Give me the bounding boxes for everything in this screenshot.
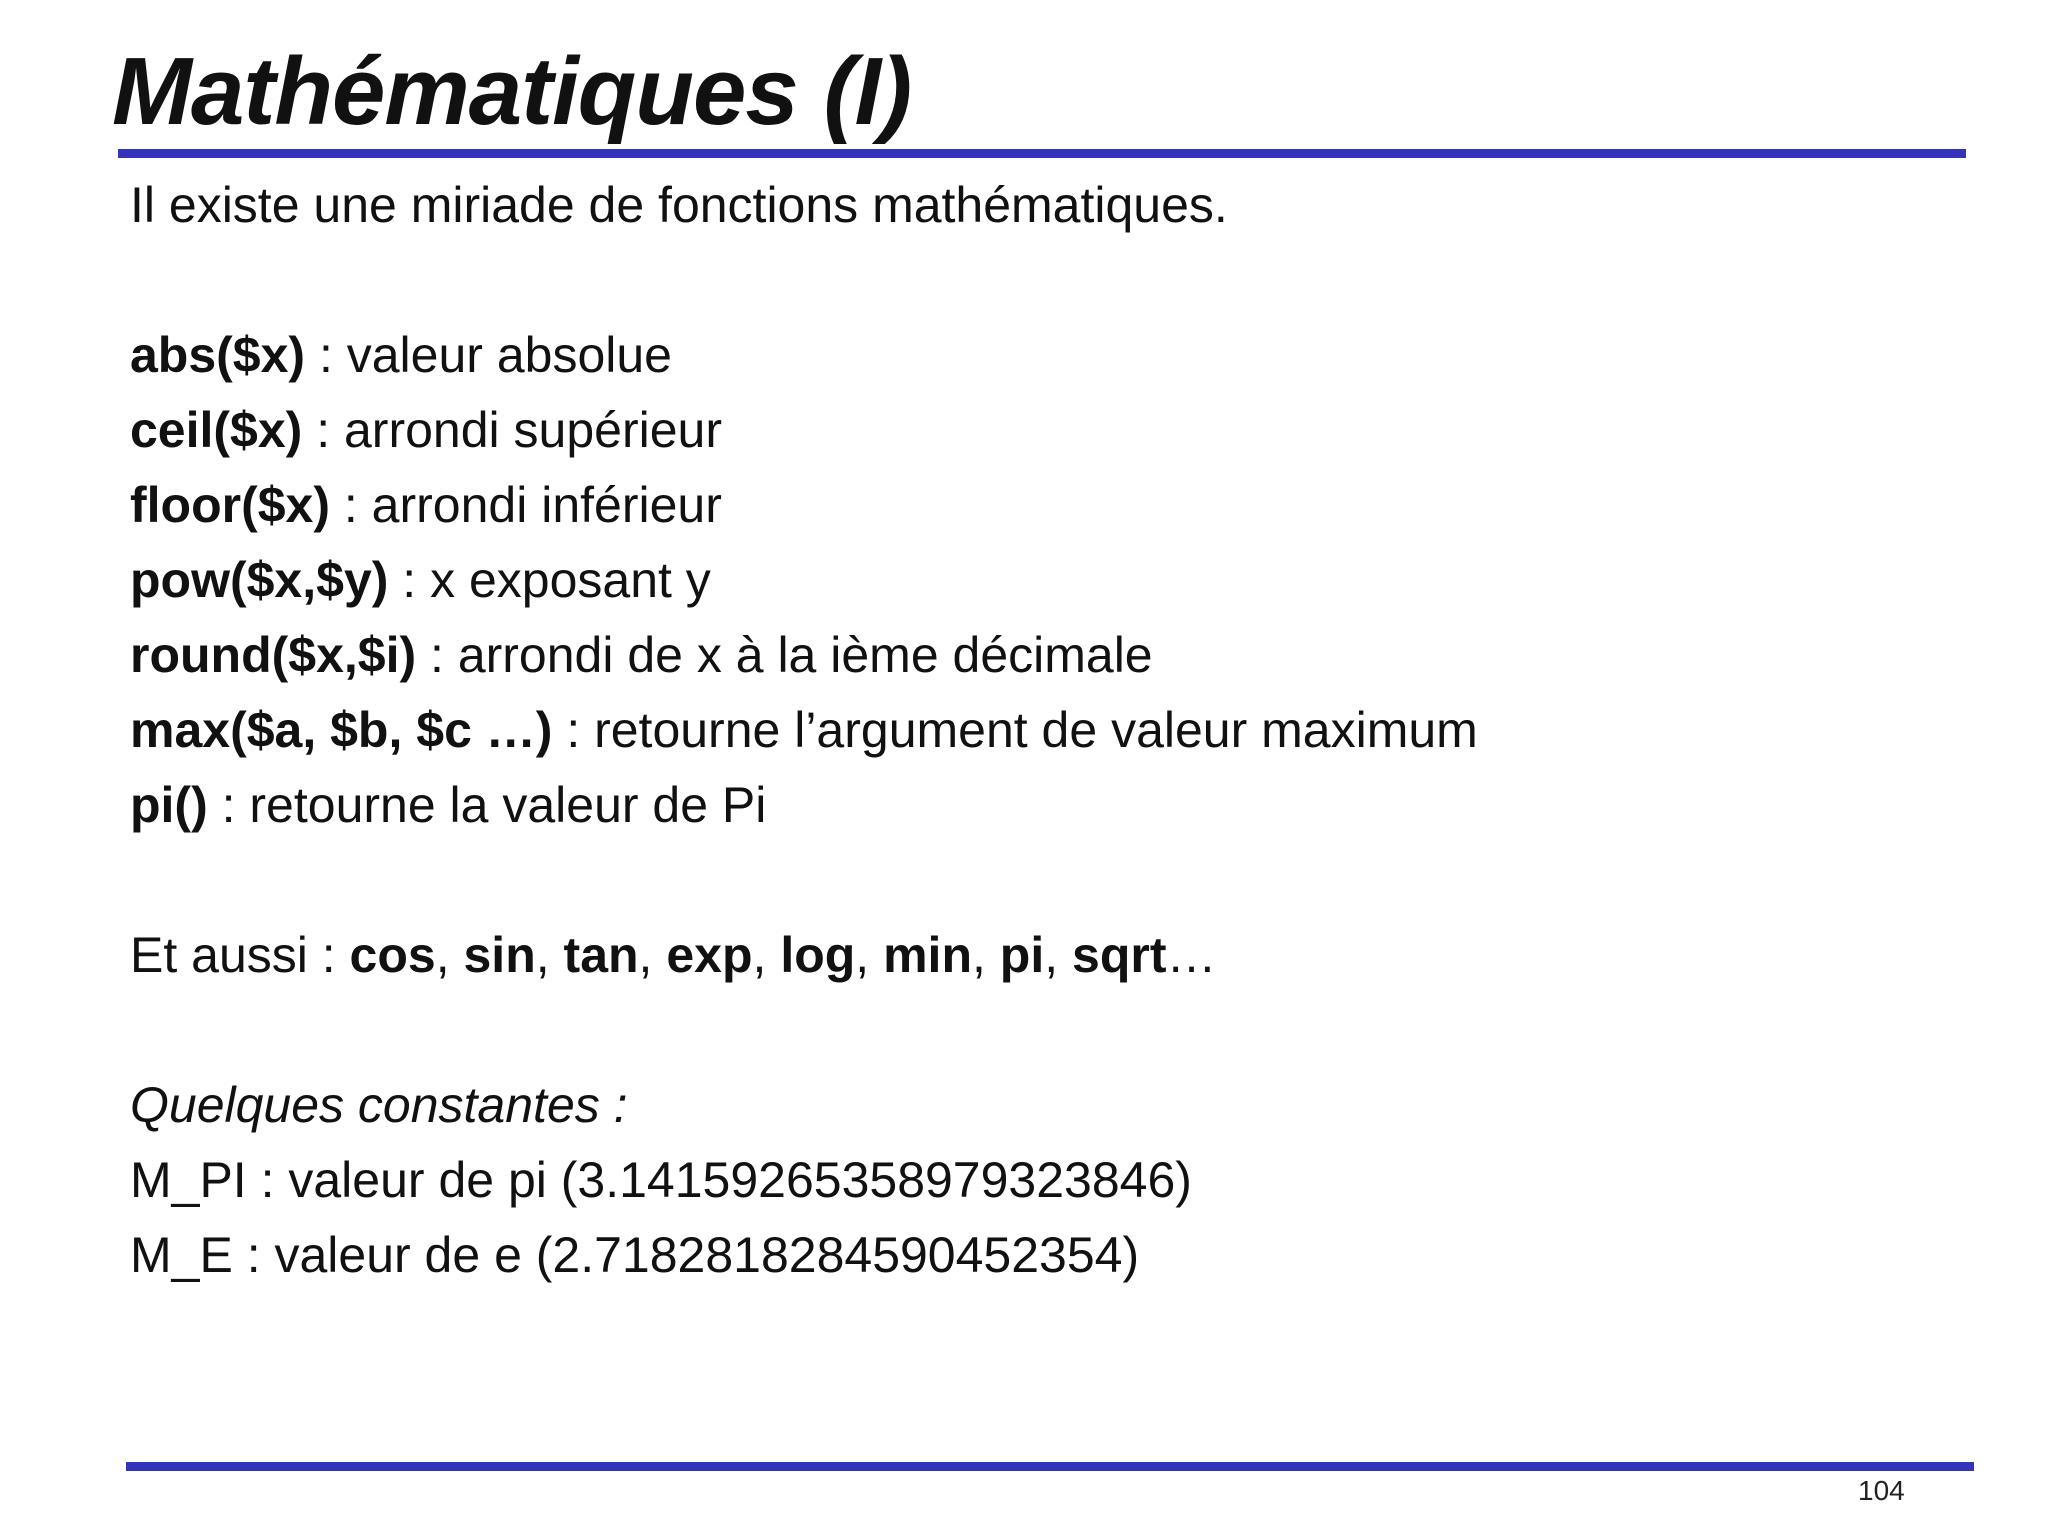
function-description: : retourne l’argument de valeur maximum <box>552 702 1478 758</box>
function-description: : arrondi de x à la ième décimale <box>416 627 1153 683</box>
spacer <box>130 243 1910 318</box>
also-item-min: min <box>883 927 972 983</box>
function-description: : arrondi supérieur <box>302 402 722 458</box>
function-name: pi() <box>130 777 208 833</box>
also-suffix: … <box>1166 927 1217 983</box>
function-description: : valeur absolue <box>305 327 672 383</box>
function-description: : x exposant y <box>388 552 711 608</box>
also-item-sin: sin <box>463 927 536 983</box>
constant-item: M_PI : valeur de pi (3.14159265358979323846) <box>130 1152 1192 1208</box>
function-name: abs($x) <box>130 327 306 383</box>
function-item <box>130 768 1910 843</box>
also-item-exp: exp <box>666 927 753 983</box>
function-item <box>130 543 1910 618</box>
function-name: pow($x,$y) <box>130 552 389 608</box>
also-item-tan: tan <box>563 927 639 983</box>
function-description: : arrondi inférieur <box>330 477 722 533</box>
also-item-pi: pi <box>999 927 1045 983</box>
footer-divider <box>126 1462 1974 1471</box>
also-separator: , <box>855 927 884 983</box>
function-name: ceil($x) <box>130 402 303 458</box>
function-item <box>130 393 1910 468</box>
function-name: floor($x) <box>130 477 330 533</box>
also-separator: , <box>535 927 564 983</box>
also-prefix: Et aussi : <box>130 927 350 983</box>
also-separator: , <box>638 927 667 983</box>
also-item-log: log <box>780 927 856 983</box>
also-separator: , <box>435 927 464 983</box>
intro-text: Il existe une miriade de fonctions mathématiques. <box>130 177 1228 233</box>
also-item-sqrt: sqrt <box>1072 927 1167 983</box>
title-divider <box>118 149 1966 158</box>
also-line <box>130 918 1910 993</box>
function-item <box>130 618 1910 693</box>
also-separator: , <box>972 927 1000 983</box>
spacer <box>130 843 1910 918</box>
spacer <box>130 993 1910 1068</box>
slide-title: Mathématiques (I) <box>112 38 912 145</box>
function-name: max($a, $b, $c …) <box>130 702 553 758</box>
function-item <box>130 693 1910 768</box>
slide-body <box>130 168 1910 1293</box>
function-item <box>130 468 1910 543</box>
function-name: round($x,$i) <box>130 627 417 683</box>
also-separator: , <box>1044 927 1073 983</box>
page-number: 104 <box>1858 1475 1905 1506</box>
also-separator: , <box>752 927 781 983</box>
constant-item: M_E : valeur de e (2.7182818284590452354) <box>130 1227 1140 1283</box>
function-description: : retourne la valeur de Pi <box>207 777 767 833</box>
constants-heading: Quelques constantes : <box>130 1077 628 1133</box>
function-item <box>130 318 1910 393</box>
also-item-cos: cos <box>349 927 436 983</box>
